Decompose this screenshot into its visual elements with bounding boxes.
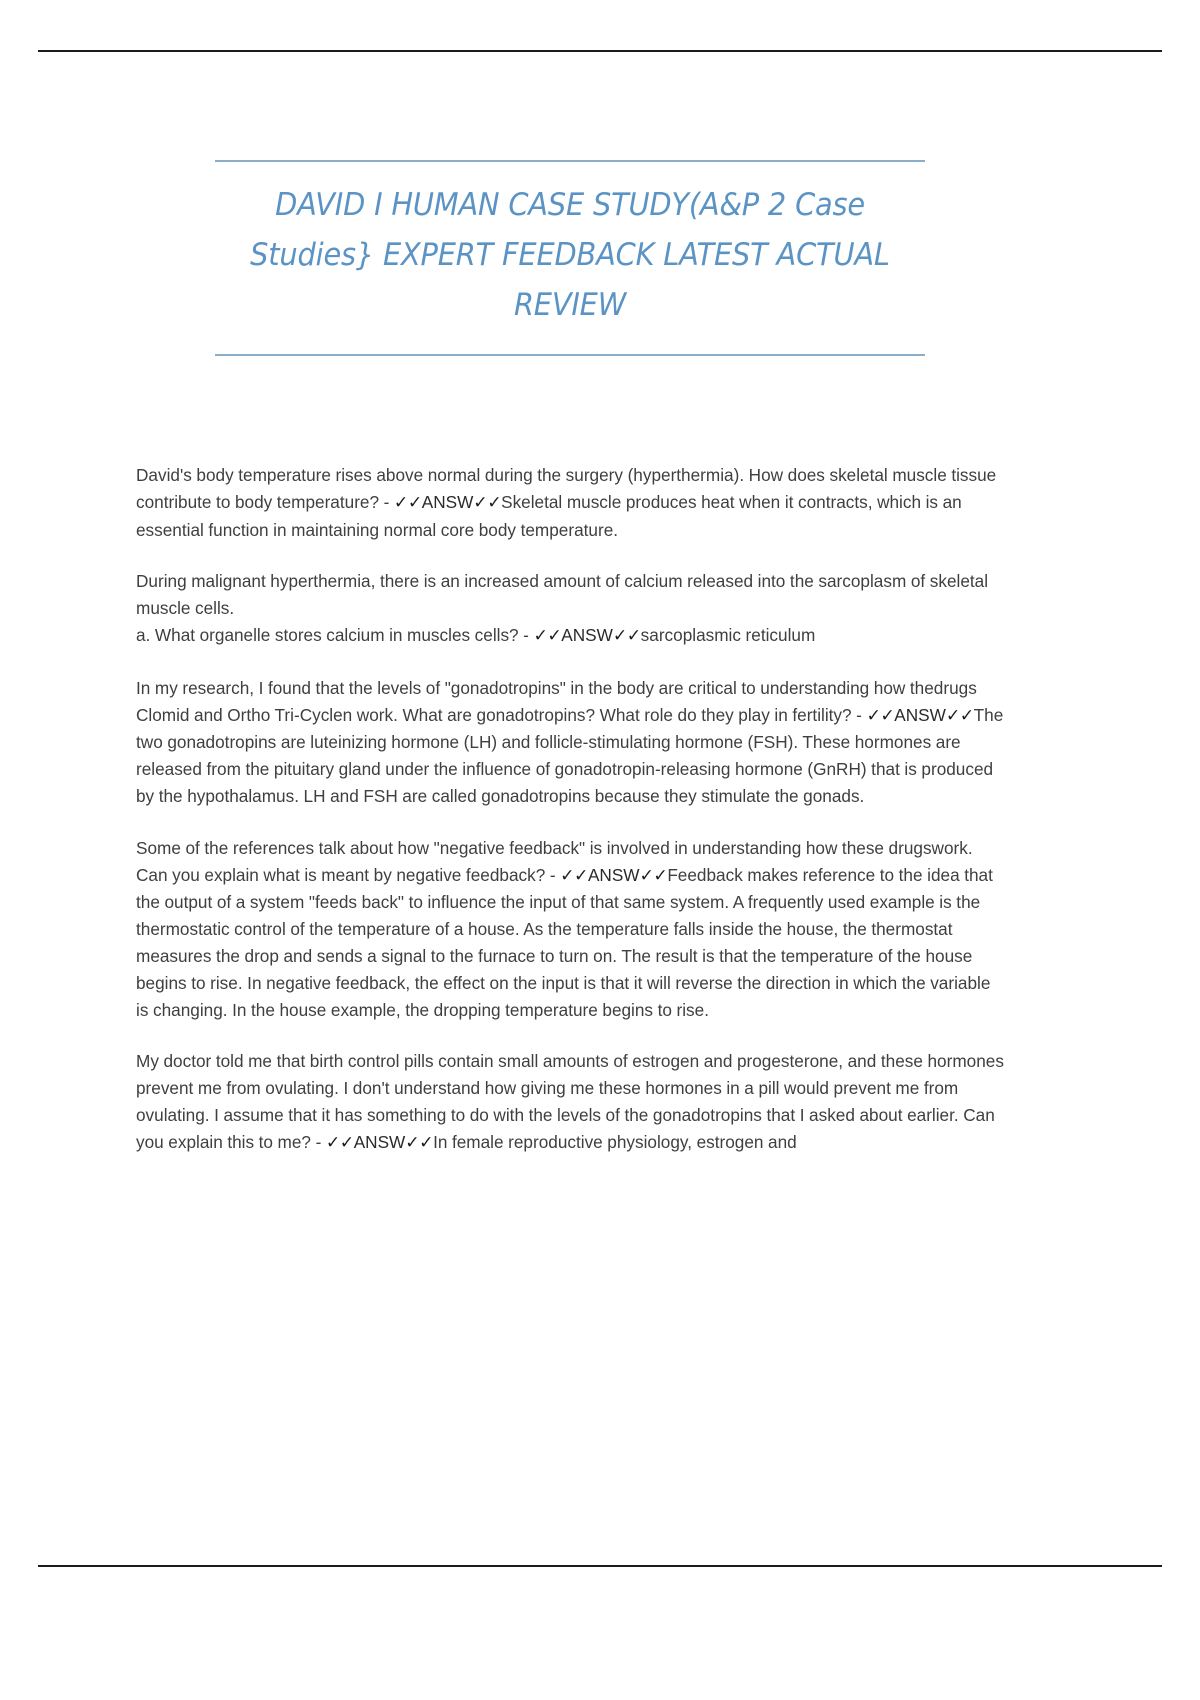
answer-label: ANSW (561, 624, 613, 645)
question-text: David's body temperature rises above normal during the surgery (hyperthermia). How does skeletal muscle tissue contribute to body temperature? - (136, 465, 997, 512)
answer-check-icon: ✓✓ (612, 625, 641, 646)
answer-text: sarcoplasmic reticulum (640, 624, 816, 645)
answer-label: ANSW (587, 864, 640, 885)
answer-text: Skeletal muscle produces heat when it contracts, which is an essential function in maintaining normal core body temperature. (136, 491, 962, 540)
page-bottom-rule (38, 1565, 1162, 1567)
question-text: Some of the references talk about how "negative feedback" is involved in understanding how these drugswork. Can you explain what is meant by negative feedback? - (136, 837, 973, 885)
answer-check-icon: ✓✓ (639, 865, 668, 886)
paragraph-p2-calcium-organelle (136, 568, 1006, 649)
question-text: During malignant hyperthermia, there is an increased amount of calcium released into the sarcoplasm of skeletal muscle cells. (136, 571, 989, 619)
page-title: DAVID I HUMAN CASE STUDY(A&P 2 Case Studies} EXPERT FEEDBACK LATEST ACTUAL REVIEW (250, 187, 890, 323)
paragraph-p3-gonadotropins (136, 675, 1006, 810)
question-text: a. What organelle stores calcium in muscles cells? - (136, 624, 534, 645)
answer-text: The two gonadotropins are luteinizing hormone (LH) and follicle-stimulating hormone (FSH). These hormones are released from the pituitary gland under the influence of gonadotropin-releasing hormone (GnRH) that is produced by the hypothalamus. LH and FSH are called gonadotropins because they stimulate the gonads. (136, 704, 1004, 806)
paragraph-p4-negative-feedback (136, 835, 1006, 1024)
page-top-rule (38, 50, 1162, 52)
answer-label: ANSW (421, 491, 474, 512)
paragraph-p1-hyperthermia (136, 462, 1006, 543)
answer-check-icon: ✓✓ (945, 705, 974, 726)
answer-text: In female reproductive physiology, estrogen and (433, 1131, 797, 1152)
answer-check-icon: ✓✓ (866, 705, 895, 726)
answer-label: ANSW (353, 1131, 406, 1152)
answer-check-icon: ✓✓ (533, 625, 562, 646)
question-text: In my research, I found that the levels of "gonadotropins" in the body are critical to understanding how thedrugs Clomid and Ortho Tri-Cyclen work. What are gonadotropins? What role do they play in fertility? - (136, 677, 977, 725)
answer-check-icon: ✓✓ (405, 1132, 434, 1153)
answer-check-icon: ✓✓ (325, 1132, 354, 1153)
answer-check-icon: ✓✓ (560, 865, 588, 886)
title-block (215, 160, 925, 356)
answer-text: Feedback makes reference to the idea that the output of a system "feeds back" to influence the input of that same system. A frequently used example is the thermostatic control of the temperature of a house. As the temperature falls inside the house, the thermostat measures the drop and sends a signal to the furnace to turn on. The result is that the temperature of the house begins to rise. In negative feedback, the effect on the input is that it will reverse the direction in which the variable is changing. In the house example, the dropping temperature begins to rise. (136, 864, 993, 1020)
answer-check-icon: ✓✓ (473, 492, 502, 513)
answer-check-icon: ✓✓ (393, 492, 422, 513)
title-bottom-rule (215, 354, 925, 356)
document-body (136, 462, 1006, 1157)
answer-label: ANSW (894, 704, 946, 725)
question-text: My doctor told me that birth control pills contain small amounts of estrogen and progesterone, and these hormones prevent me from ovulating. I don't understand how giving me these hormones in a pill would prevent me from ovulating. I assume that it has something to do with the levels of the gonadotropins that I asked about earlier. Can you explain this to me? - (136, 1051, 1004, 1152)
paragraph-p5-birth-control (136, 1048, 1006, 1156)
